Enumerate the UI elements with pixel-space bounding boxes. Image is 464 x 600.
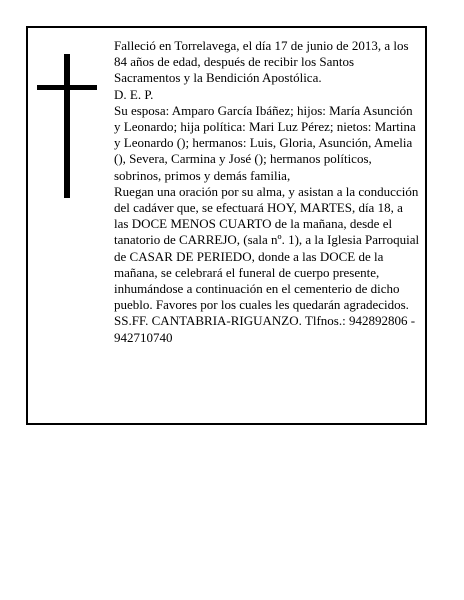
- obituary-paragraph-family: Su esposa: Amparo García Ibáñez; hijos: María Asunción y Leonardo; hija política: Mari Luz Pérez; nietos: Martina y Leonardo (); hermanos: Luis, Gloria, Asunción, Amelia (), Severa, Carmina y José (); hermanos políticos, sobrinos, primos y demás familia,: [114, 102, 416, 183]
- obituary-paragraph-death: Falleció en Torrelavega, el día 17 de junio de 2013, a los 84 años de edad, después de recibir los Santos Sacramentos y la Bendición Apostólica.: [114, 38, 409, 86]
- obituary-paragraph-funeral: Ruegan una oración por su alma, y asistan a la conducción del cadáver que, se efectuará HOY, MARTES, día 18, a las DOCE MENOS CUARTO de la mañana, desde el tanatorio de CARREJO, (sala nº. 1), a la Iglesia Parroquial de CASAR DE PERIEDO, donde a las DOCE de la mañana, se celebrará el funeral de cuerpo presente, inhumándose a continuación en el cementerio de dicho pueblo. Favores por los cuales les quedarán agradecidos.: [114, 183, 420, 313]
- obituary-paragraph-contact: SS.FF. CANTABRIA-RIGUANZO. Tlfnos.: 942892806 - 942710740: [114, 313, 416, 345]
- cross-horizontal-bar: [37, 85, 97, 90]
- obituary-dep: D. E. P.: [114, 86, 154, 102]
- cross-vertical-bar: [64, 54, 70, 198]
- cross-icon: [37, 54, 97, 198]
- obituary-text: [114, 38, 420, 346]
